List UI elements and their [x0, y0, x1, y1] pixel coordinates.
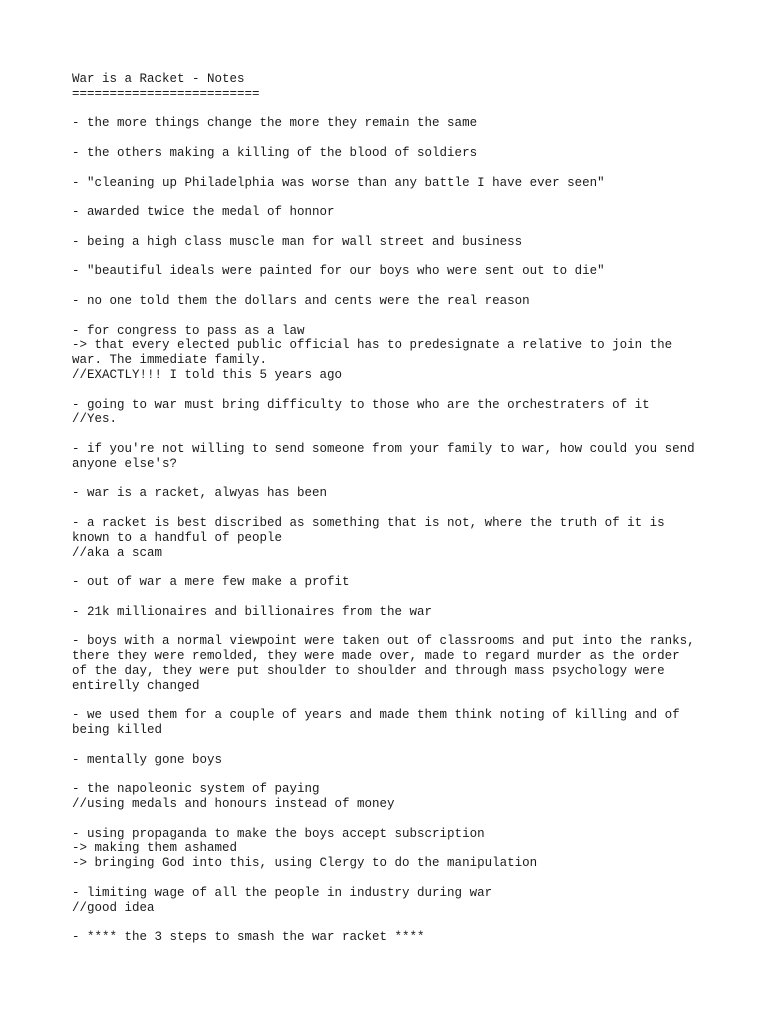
note-line: - using propaganda to make the boys accept subscription	[72, 826, 485, 841]
note-line: - no one told them the dollars and cents were the real reason	[72, 293, 530, 308]
note-line: - we used them for a couple of years and made them think noting of killing and of	[72, 708, 680, 723]
note-line: - boys with a normal viewpoint were taken out of classrooms and put into the ranks,	[72, 634, 695, 649]
note-line: - "beautiful ideals were painted for our boys who were sent out to die"	[72, 264, 605, 279]
note-item	[72, 930, 732, 945]
note-line: of the day, they were put shoulder to shoulder and through mass psychology were	[72, 663, 665, 678]
note-line: - "cleaning up Philadelphia was worse than any battle I have ever seen"	[72, 175, 605, 190]
note-item	[72, 605, 732, 620]
note-line: - for congress to pass as a law	[72, 323, 305, 338]
note-item	[72, 753, 732, 768]
note-line: - the more things change the more they remain the same	[72, 116, 478, 131]
note-line: being killed	[72, 723, 163, 738]
note-item	[72, 324, 732, 383]
note-line: //good idea	[72, 900, 155, 915]
note-line: - limiting wage of all the people in industry during war	[72, 885, 493, 900]
note-item	[72, 235, 732, 250]
note-line: //Yes.	[72, 412, 118, 427]
note-item	[72, 264, 732, 279]
note-line: //using medals and honours instead of money	[72, 797, 395, 812]
note-line: war. The immediate family.	[72, 353, 268, 368]
note-item	[72, 205, 732, 220]
notes-list	[72, 116, 732, 945]
note-item	[72, 782, 732, 812]
note-line: -> bringing God into this, using Clergy to do the manipulation	[72, 856, 538, 871]
note-item	[72, 827, 732, 871]
title-underline: =========================	[72, 86, 260, 101]
note-item	[72, 886, 732, 916]
note-item	[72, 398, 732, 428]
note-line: - the napoleonic system of paying	[72, 782, 320, 797]
note-item	[72, 516, 732, 560]
note-line: known to a handful of people	[72, 530, 283, 545]
note-item	[72, 294, 732, 309]
note-line: //aka a scam	[72, 545, 163, 560]
note-line: - 21k millionaires and billionaires from the war	[72, 604, 433, 619]
note-item	[72, 146, 732, 161]
note-line: - mentally gone boys	[72, 752, 223, 767]
note-line: - war is a racket, alwyas has been	[72, 486, 328, 501]
note-line: - awarded twice the medal of honnor	[72, 205, 335, 220]
note-line: -> making them ashamed	[72, 841, 238, 856]
note-item	[72, 708, 732, 738]
note-item	[72, 116, 732, 131]
note-line: - **** the 3 steps to smash the war racket ****	[72, 930, 425, 945]
note-item	[72, 176, 732, 191]
note-item	[72, 575, 732, 590]
note-line: - if you're not willing to send someone from your family to war, how could you send	[72, 441, 695, 456]
note-line: //EXACTLY!!! I told this 5 years ago	[72, 367, 343, 382]
note-line: - out of war a mere few make a profit	[72, 575, 350, 590]
note-line: - going to war must bring difficulty to those who are the orchestraters of it	[72, 397, 650, 412]
note-item	[72, 634, 732, 693]
note-line: - being a high class muscle man for wall street and business	[72, 234, 523, 249]
note-item	[72, 442, 732, 472]
note-item	[72, 486, 732, 501]
document-page	[72, 72, 732, 945]
note-line: there they were remolded, they were made over, made to regard murder as the order	[72, 649, 680, 664]
note-line: anyone else's?	[72, 456, 178, 471]
note-line: - the others making a killing of the blood of soldiers	[72, 145, 478, 160]
note-line: - a racket is best discribed as something that is not, where the truth of it is	[72, 515, 665, 530]
note-line: -> that every elected public official has to predesignate a relative to join the	[72, 338, 673, 353]
document-title: War is a Racket - Notes	[72, 72, 245, 86]
note-line: entirelly changed	[72, 678, 200, 693]
